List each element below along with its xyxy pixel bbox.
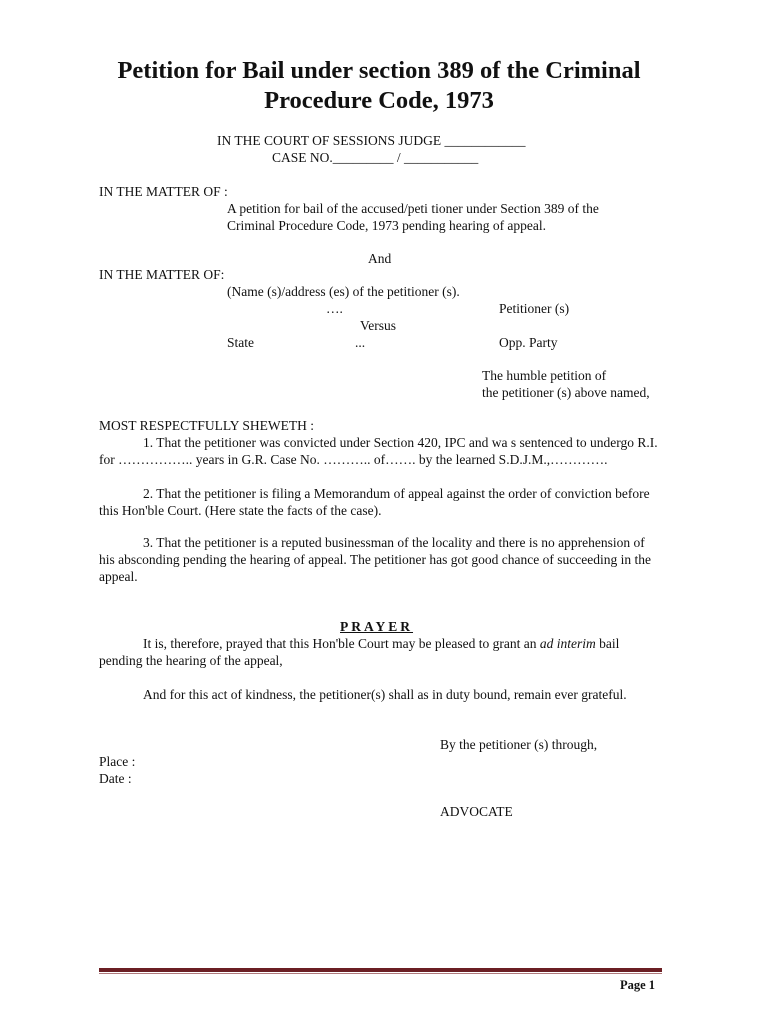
advocate-label: ADVOCATE: [440, 804, 513, 819]
matter-heading-2: IN THE MATTER OF:: [99, 267, 225, 282]
sheweth-heading: MOST RESPECTFULLY SHEWETH :: [99, 418, 315, 433]
footer-rule: [99, 968, 662, 972]
and-label: And: [368, 251, 392, 266]
by-petitioner-line: By the petitioner (s) through,: [440, 737, 598, 752]
paragraph-2: 2. That the petitioner is filing a Memorandum of appeal against the order of conviction before this Hon'ble Court. (Here state the facts of the case).: [99, 486, 650, 518]
dots-1: ….: [326, 301, 343, 316]
case-number-line: CASE NO._________ / ___________: [272, 150, 479, 165]
dots-2: ...: [355, 335, 366, 350]
matter-heading-1: IN THE MATTER OF :: [99, 184, 228, 199]
footer-rule-thin: [99, 973, 662, 974]
matter-1-line-1: A petition for bail of the accused/peti tioner under Section 389 of the: [227, 201, 599, 216]
paragraph-3: 3. That the petitioner is a reputed businessman of the locality and there is no apprehension of his absconding pending the hearing of appeal. The petitioner has got good chance of succeeding in the appeal.: [99, 535, 651, 584]
document-title: Petition for Bail under section 389 of the Criminal Procedure Code, 1973: [117, 57, 641, 114]
place-label: Place :: [99, 754, 136, 769]
page-number: Page 1: [620, 978, 656, 992]
prayer-paragraph: It is, therefore, prayed that this Hon'ble Court may be pleased to grant an ad interim bail pending the hearing of the appeal,: [99, 636, 620, 668]
prayer-heading: PRAYER: [340, 619, 414, 634]
date-label: Date :: [99, 771, 132, 786]
opp-party-label: Opp. Party: [499, 335, 558, 350]
matter-1-line-2: Criminal Procedure Code, 1973 pending hearing of appeal.: [227, 218, 547, 233]
versus-label: Versus: [360, 318, 396, 333]
paragraph-1: 1. That the petitioner was convicted under Section 420, IPC and wa s sentenced to undergo R.I. for …………….. years in G.R. Case No. ……….. of……. by the learned S.D.J.M.,………….: [99, 435, 658, 467]
court-line: IN THE COURT OF SESSIONS JUDGE ____________: [217, 133, 526, 148]
ad-interim-text: ad interim: [539, 636, 596, 651]
petitioner-label: Petitioner (s): [499, 301, 570, 316]
kindness-paragraph: And for this act of kindness, the petitioner(s) shall as in duty bound, remain ever grateful.: [143, 687, 627, 702]
humble-line-2: the petitioner (s) above named,: [482, 385, 650, 400]
state-label: State: [227, 335, 254, 350]
petitioner-name-line: (Name (s)/address (es) of the petitioner (s).: [227, 284, 460, 299]
humble-line-1: The humble petition of: [482, 368, 607, 383]
